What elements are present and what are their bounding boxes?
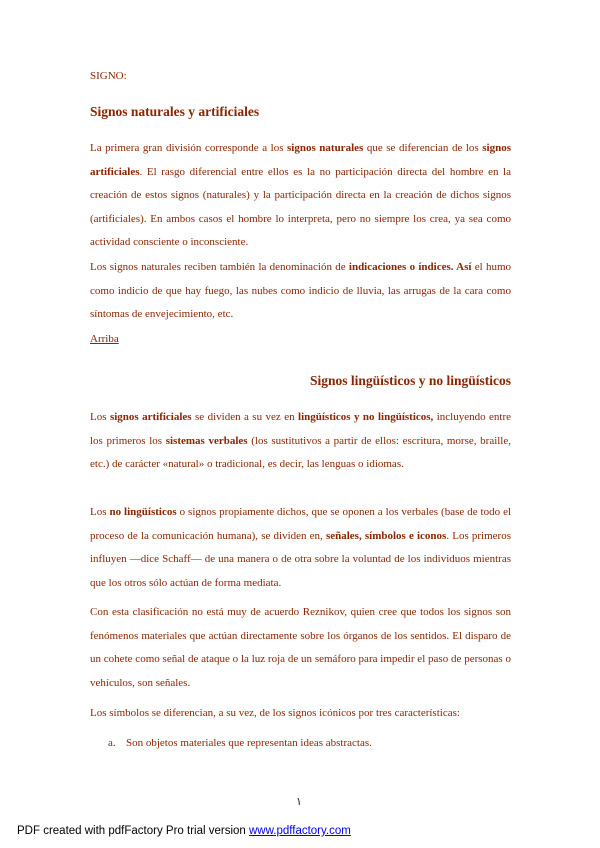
paragraph-3-bold-2: lingüísticos y no lingüísticos, — [298, 411, 434, 423]
page-number: ١ — [296, 796, 302, 808]
paragraph-5: Con esta clasificación no está muy de acuerdo Reznikov, quien cree que todos los signos son fenómenos materiales que actúan directamente sobre los órganos de los sentidos. El disparo de un cohete como señal de ataque o la luz roja de un semáforo para impedir el paso de personas o vehículos, son señales. — [90, 606, 511, 689]
footer-text: PDF created with pdfFactory Pro trial version — [17, 825, 249, 837]
paragraph-1-text-1: La primera gran división corresponde a los — [90, 142, 288, 154]
list-marker: a. — [108, 737, 116, 749]
paragraph-3-text-4: (los sustitutivos a partir de ellos: escritura, morse, braille, etc.) de carácter «natural» o tradicional, es decir, las lenguas o idiomas. — [90, 434, 512, 470]
paragraph-2-text-1: Los signos naturales reciben también la denominación de — [90, 261, 349, 273]
paragraph-4 — [90, 501, 511, 595]
paragraph-3-text-2: se dividen a su vez en — [191, 411, 299, 423]
heading-natural-artificial: Signos naturales y artificiales — [90, 104, 260, 119]
paragraph-4-bold-1: no lingüísticos — [109, 506, 177, 518]
paragraph-2 — [90, 256, 511, 327]
paragraph-4-text-2: o signos propiamente dichos, que se oponen a los verbales (base de todo el proceso de la comunicación humana), se dividen en, — [90, 506, 512, 542]
paragraph-3-text-3: incluyendo entre los primeros los — [90, 411, 512, 447]
paragraph-1-bold-1: signos naturales — [287, 142, 364, 154]
paragraph-3-bold-1: signos artificiales — [109, 411, 192, 423]
paragraph-4-text-3: . Los primeros influyen —dice Schaff— de una manera o de otra sobre la voluntad de los individuos mientras que los otros sólo actúan de forma mediata. — [90, 529, 511, 589]
list-item — [108, 737, 511, 749]
paragraph-3-bold-3: sistemas verbales — [165, 434, 248, 447]
paragraph-6: Los símbolos se diferencian, a su vez, de los signos icónicos por tres características: — [90, 707, 460, 719]
paragraph-3-text-1: Los — [90, 411, 110, 423]
paragraph-3 — [90, 406, 511, 477]
footer-link[interactable]: www.pdffactory.com — [249, 825, 351, 837]
paragraph-1 — [90, 137, 511, 255]
paragraph-1-text-3: . El rasgo diferencial entre ellos es la no participación directa del hombre en la creación de estos signos (naturales) y la participación directa en la creación de dichos signos (artificiales). En ambos casos el hombre lo interpreta, pero no siempre los crea, ya sea como actividad consciente o inconsciente. — [90, 165, 511, 248]
pdf-footer — [17, 825, 351, 837]
section-label: SIGNO: — [90, 70, 127, 82]
paragraph-4-bold-2: señales, símbolos e iconos — [325, 529, 447, 542]
paragraph-2-bold-1: indicaciones o índices. Así — [348, 261, 472, 273]
heading-linguistic: Signos lingüísticos y no lingüísticos — [309, 373, 511, 388]
paragraph-1-bold-2: signos artificiales — [90, 142, 511, 178]
paragraph-4-text-1: Los — [90, 506, 110, 518]
paragraph-1-text-2: que se diferencian de los — [363, 142, 483, 154]
list-item-text: Son objetos materiales que representan ideas abstractas. — [126, 737, 372, 749]
paragraph-2-text-2: el humo como indicio de que hay fuego, las nubes como indicio de lluvia, las arrugas de la cara como síntomas de envejecimiento, etc. — [90, 261, 511, 320]
back-to-top-link[interactable]: Arriba — [90, 333, 119, 345]
